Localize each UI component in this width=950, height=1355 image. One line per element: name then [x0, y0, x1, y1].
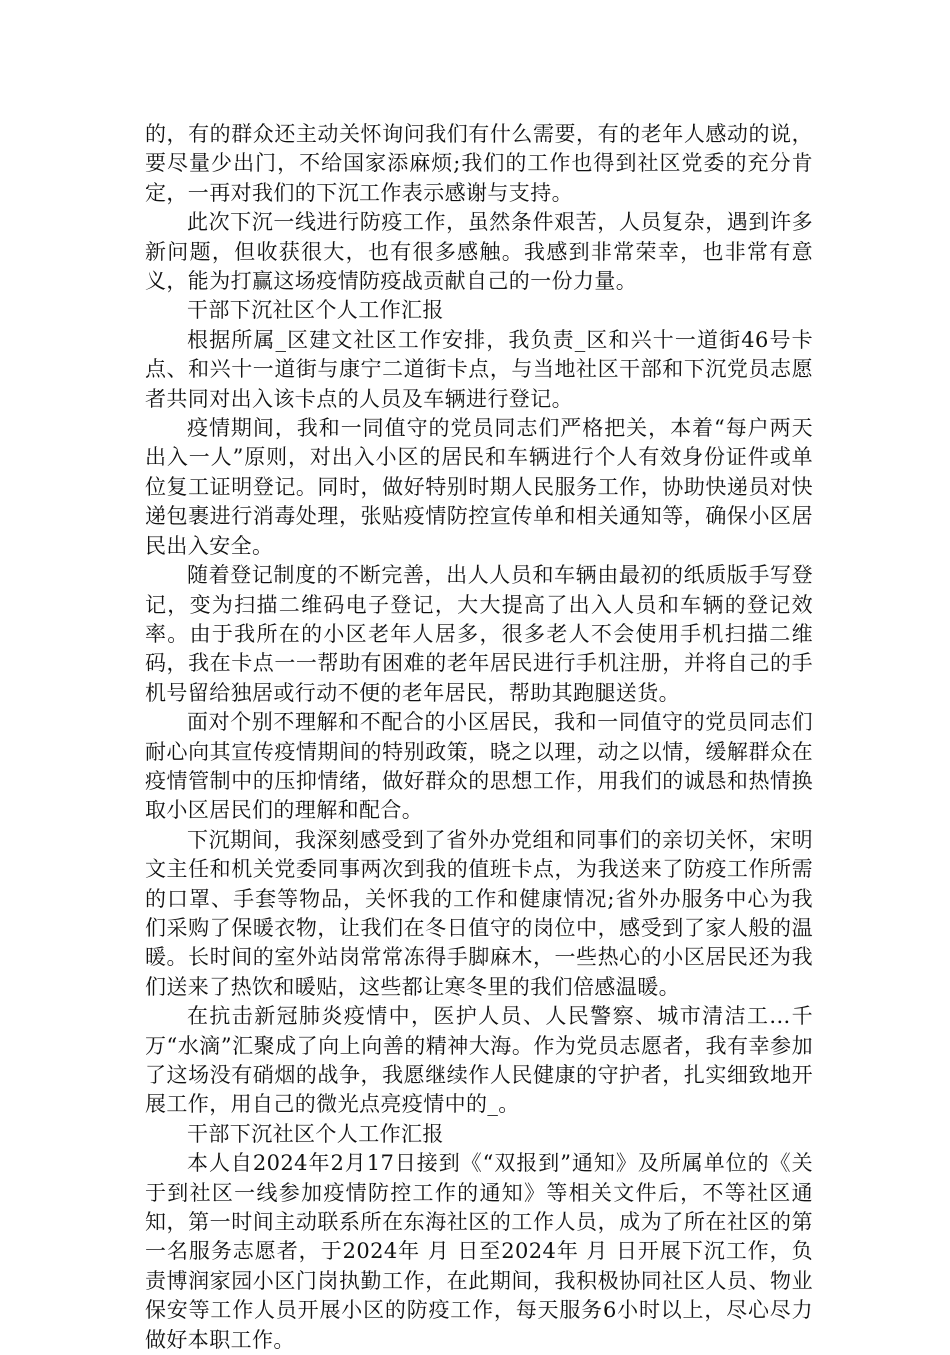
paragraph: 疫情期间，我和一同值守的党员同志们严格把关，本着“每户两天出入一人”原则，对出入小区的居民和车辆进行个人有效身份证件或单位复工证明登记。同时，做好特别时期人民服务工作，协助快递员对快递包裹进行消毒处理，张贴疫情防控宣传单和相关通知等，确保小区居民出入安全。 — [145, 416, 813, 558]
paragraph: 此次下沉一线进行防疫工作，虽然条件艰苦，人员复杂，遇到许多新问题，但收获很大，也有很多感触。我感到非常荣幸，也非常有意义，能为打赢这场疫情防疫战贡献自己的一份力量。 — [145, 210, 813, 294]
paragraph: 在抗击新冠肺炎疫情中，医护人员、人民警察、城市清洁工...千万“水滴”汇聚成了向上向善的精神大海。作为党员志愿者，我有幸参加了这场没有硝烟的战争，我愿继续作人民健康的守护者，扎实细致地开展工作，用自己的微光点亮疫情中的_。 — [145, 1004, 813, 1117]
paragraph: 的，有的群众还主动关怀询问我们有什么需要，有的老年人感动的说，要尽量少出门，不给国家添麻烦;我们的工作也得到社区党委的充分肯定，一再对我们的下沉工作表示感谢与支持。 — [145, 122, 813, 205]
section-heading: 干部下沉社区个人工作汇报 — [187, 1121, 444, 1146]
paragraph: 下沉期间，我深刻感受到了省外办党组和同事们的亲切关怀，宋明文主任和机关党委同事两次到我的值班卡点，为我送来了防疫工作所需的口罩、手套等物品，关怀我的工作和健康情况;省外办服务中心为我们采购了保暖衣物，让我们在冬日值守的岗位中，感受到了家人般的温暖。长时间的室外站岗常常冻得手脚麻木，一些热心的小区居民还为我们送来了热饮和暖贴，这些都让寒冬里的我们倍感温暖。 — [145, 827, 813, 999]
paragraph: 本人自2024年2月17日接到《“双报到”通知》及所属单位的《关于到社区一线参加疫情防控工作的通知》等相关文件后，不等社区通知，第一时间主动联系所在东海社区的工作人员，成为了所在社区的第一名服务志愿者，于2024年 月 日至2024年 月 日开展下沉工作，负责博润家园小区门岗执勤工作，在此期间，我积极协同社区人员、物业保安等工作人员开展小区的防疫工作，每天服务6小时以上，尽心尽力做好本职工作。 — [145, 1151, 813, 1352]
section-heading: 干部下沉社区个人工作汇报 — [187, 298, 444, 323]
paragraph: 随着登记制度的不断完善，出人人员和车辆由最初的纸质版手写登记，变为扫描二维码电子登记，大大提高了出入人员和车辆的登记效率。由于我所在的小区老年人居多，很多老人不会使用手机扫描二维码，我在卡点一一帮助有困难的老年居民进行手机注册，并将自己的手机号留给独居或行动不便的老年居民，帮助其跑腿送货。 — [145, 563, 813, 705]
paragraph: 面对个别不理解和不配合的小区居民，我和一同值守的党员同志们耐心向其宣传疫情期间的特别政策，晓之以理，动之以情，缓解群众在疫情管制中的压抑情绪，做好群众的思想工作，用我们的诚恳和热情换取小区居民们的理解和配合。 — [145, 710, 813, 823]
document-body — [145, 120, 813, 1355]
paragraph: 根据所属_区建文社区工作安排，我负责_区和兴十一道街46号卡点、和兴十一道街与康宁二道街卡点，与当地社区干部和下沉党员志愿者共同对出入该卡点的人员及车辆进行登记。 — [145, 327, 813, 411]
